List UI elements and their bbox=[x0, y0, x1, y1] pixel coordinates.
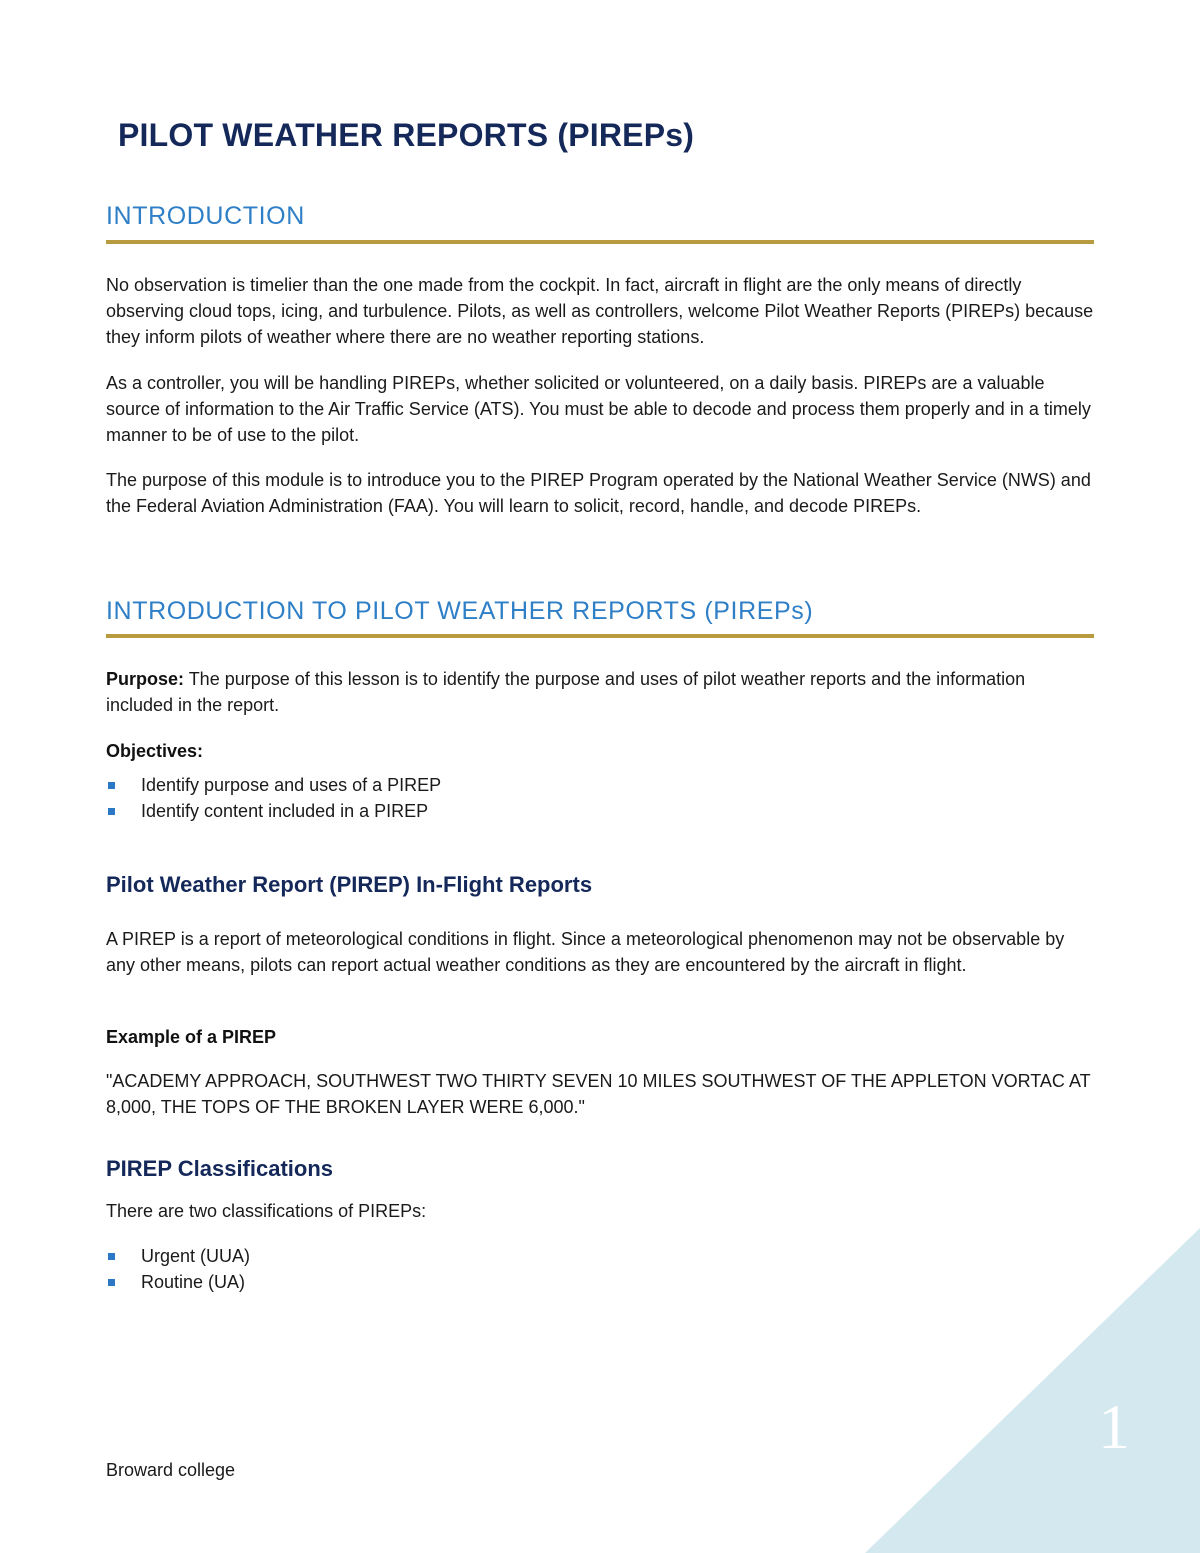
example-text: "ACADEMY APPROACH, SOUTHWEST TWO THIRTY SEVEN 10 MILES SOUTHWEST OF THE APPLETON VORTAC AT 8,000, THE TOPS OF THE BROKEN LAYER WERE 6,000." bbox=[106, 1071, 1091, 1117]
corner-triangle-decoration bbox=[865, 1228, 1200, 1553]
classifications-list bbox=[106, 1243, 250, 1295]
subheading-inflight-reports: Pilot Weather Report (PIREP) In-Flight Reports bbox=[106, 872, 593, 897]
section-heading-intro-to-pireps: INTRODUCTION TO PILOT WEATHER REPORTS (PIREPs) bbox=[106, 597, 814, 625]
intro-paragraph: As a controller, you will be handling PIREPs, whether solicited or volunteered, on a daily basis. PIREPs are a valuable source of information to the Air Traffic Service (ATS). You must be able to decode and process them properly and in a timely manner to be of use to the pilot. bbox=[106, 373, 1091, 445]
list-item bbox=[106, 798, 441, 824]
objectives-list bbox=[106, 772, 441, 824]
list-item bbox=[106, 1243, 250, 1269]
purpose-paragraph bbox=[106, 666, 1096, 718]
inflight-paragraph: A PIREP is a report of meteorological conditions in flight. Since a meteorological phenomenon may not be observable by any other means, pilots can report actual weather conditions as they are encountered by the aircraft in flight. bbox=[106, 929, 1065, 975]
classifications-intro: There are two classifications of PIREPs: bbox=[106, 1201, 427, 1221]
classification-text: Routine (UA) bbox=[141, 1272, 246, 1292]
page-title: PILOT WEATHER REPORTS (PIREPs) bbox=[118, 117, 695, 153]
objective-text: Identify purpose and uses of a PIREP bbox=[141, 775, 442, 795]
classification-text: Urgent (UUA) bbox=[141, 1246, 251, 1266]
square-bullet-icon bbox=[108, 1279, 115, 1286]
intro-paragraph: No observation is timelier than the one made from the cockpit. In fact, aircraft in flight are the only means of directly observing cloud tops, icing, and turbulence. Pilots, as well as controllers, welcome Pilot Weather Reports (PIREPs) because they inform pilots of weather where there are no weather reporting stations. bbox=[106, 275, 1094, 347]
list-item bbox=[106, 1269, 250, 1295]
section-divider bbox=[106, 634, 1094, 638]
purpose-text: The purpose of this lesson is to identify the purpose and uses of pilot weather reports and the information included in the report. bbox=[106, 669, 1026, 715]
purpose-label: Purpose: bbox=[106, 669, 185, 689]
footer-text: Broward college bbox=[106, 1460, 236, 1480]
objectives-label: Objectives: bbox=[106, 741, 204, 761]
section-heading-introduction: INTRODUCTION bbox=[106, 202, 305, 230]
square-bullet-icon bbox=[108, 1253, 115, 1260]
example-label: Example of a PIREP bbox=[106, 1027, 277, 1047]
intro-paragraph: The purpose of this module is to introduce you to the PIREP Program operated by the National Weather Service (NWS) and the Federal Aviation Administration (FAA). You will learn to solicit, record, handle, and decode PIREPs. bbox=[106, 470, 1091, 516]
square-bullet-icon bbox=[108, 808, 115, 815]
square-bullet-icon bbox=[108, 782, 115, 789]
page-number: 1 bbox=[1098, 1391, 1130, 1462]
objective-text: Identify content included in a PIREP bbox=[141, 801, 429, 821]
list-item bbox=[106, 772, 441, 798]
section-divider bbox=[106, 240, 1094, 244]
subheading-classifications: PIREP Classifications bbox=[106, 1156, 334, 1181]
